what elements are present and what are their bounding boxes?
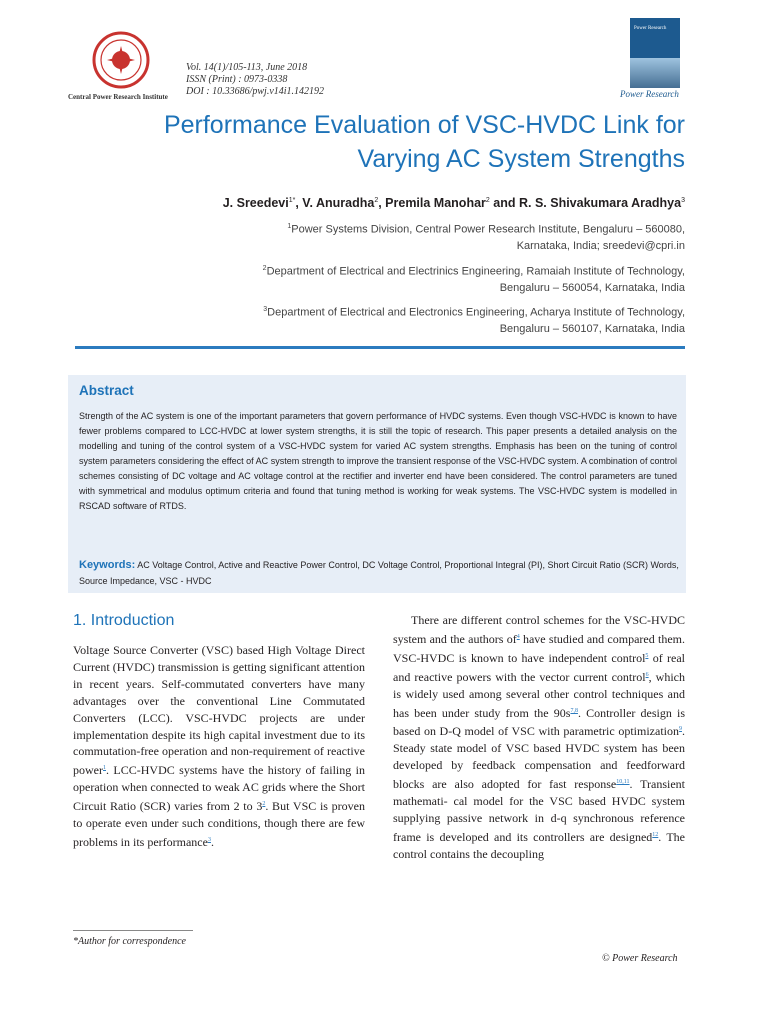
citation-link[interactable]: 3 xyxy=(207,836,211,843)
citation-link[interactable]: 6 xyxy=(645,671,649,678)
intro-text: There are different control schemes for the VSC-HVDC system and the authors of xyxy=(393,613,685,646)
intro-text: . xyxy=(210,834,214,849)
intro-text: . Controller design is based on D-Q model of VSC with parametric optimization xyxy=(393,705,685,739)
affiliation-1 xyxy=(180,219,685,254)
intro-text: Voltage Source Converter (VSC) based High Voltage Direct Current (HVDC) transmission is getting significant attention in recent years. Self-commutated converters have many advantages over the conventional Line Commutated Converters (LCC). VSC-HVDC projects are under implementation despite its high capital investment due to its commutation-free operation and non-requirement of reactive power xyxy=(73,643,365,778)
citation-link[interactable]: 1 xyxy=(103,765,106,772)
author-4-sup: 3 xyxy=(681,196,685,204)
intro-text: . Steady state model of VSC based HVDC system has been developed by feedback compensation and feedforward blocks are also adopted for fast response xyxy=(393,724,685,792)
author-1: J. Sreedevi xyxy=(222,196,289,210)
affiliation-2-line-2: Bengaluru – 560054, Karnataka, India xyxy=(499,281,685,294)
author-1-sup: 1* xyxy=(288,196,296,204)
abstract-text: Strength of the AC system is one of the important parameters that govern performance of HVDC systems. Even though VSC-HVDC is known to have fewer problems compared to LCC-HVDC at lower system strengths, it is still the topic of research. This paper presents a detailed analysis on the modelling and tuning of the control system of a VSC-HVDC system for varied AC system strengths. Emphasis has been on the tuning of control system parameters considering the effect of AC system strength to improve the transient response of the VSC-HVDC system. A combination of control schemes consisting of DC voltage and AC voltage control at the rectifier and inverter end have been considered. The control parameters are tuned with symmetrical and modulus optimum criteria and found that tuning method is working for weak systems. The VSC-HVDC system is modelled in RSCAD software of RTDS. xyxy=(79,411,677,511)
footnote-divider xyxy=(73,930,193,931)
journal-meta xyxy=(186,62,324,98)
author-2-sup: 2 xyxy=(374,196,379,204)
intro-text: . Transient mathemati- cal model for the VSC based HVDC system supplying passive network in d-q synchronous reference frame is developed and its controllers are designed xyxy=(393,777,685,844)
institute-name: Central Power Research Institute xyxy=(68,93,168,101)
author-3: , Premila Manohar xyxy=(378,196,486,210)
volume-line: Vol. 14(1)/105-113, June 2018 xyxy=(186,62,308,73)
keywords xyxy=(79,557,679,589)
keywords-list: AC Voltage Control, Active and Reactive Power Control, DC Voltage Control, Proportional Integral (PI), Short Circuit Ratio (SCR) Words, Source Impedance, VSC - HVDC xyxy=(79,560,679,586)
footnote: *Author for correspondence xyxy=(73,936,186,947)
affiliation-2-line-1: Department of Electrical and Electrinics Engineering, Ramaiah Institute of Technology, xyxy=(266,265,685,278)
author-list xyxy=(160,196,685,210)
cover-image xyxy=(630,58,680,88)
affiliation-2 xyxy=(180,261,685,296)
intro-text: . But VSC is proven to operate even under such conditions, though there are few problems in its performance xyxy=(73,799,366,849)
copyright: © Power Research xyxy=(602,953,678,964)
citation-link[interactable]: 4 xyxy=(516,633,520,640)
intro-text: of real and reactive powers with the vector current control xyxy=(393,650,685,684)
intro-column-2 xyxy=(393,612,685,863)
author-3-sup: 2 xyxy=(485,196,490,204)
journal-cover xyxy=(630,18,680,88)
intro-text: . The control contains the decoupling xyxy=(393,829,685,861)
citation-link[interactable]: 2 xyxy=(262,801,266,808)
citation-link[interactable]: 9 xyxy=(679,726,682,733)
intro-column-1 xyxy=(73,642,365,851)
intro-text: , which is widely used among several other control techniques and has been under study from the 90s xyxy=(393,669,685,720)
title-line-2: Varying AC System Strengths xyxy=(357,145,685,173)
journal-label: Power Research xyxy=(620,89,679,99)
affiliation-3 xyxy=(180,302,685,337)
intro-text: have studied and compared them. VSC-HVDC is known to have independent control xyxy=(393,631,685,665)
affiliation-1-line-1: Power Systems Division, Central Power Research Institute, Bengaluru – 560080, xyxy=(291,223,685,236)
citation-link[interactable]: 12 xyxy=(652,831,659,838)
title-line-1: Performance Evaluation of VSC-HVDC Link for xyxy=(163,111,685,139)
issn-line: ISSN (Print) : 0973-0338 xyxy=(186,74,288,85)
citation-link[interactable]: 7,8 xyxy=(570,707,578,714)
citation-link[interactable]: 10,11 xyxy=(616,779,630,786)
section-heading-introduction: 1. Introduction xyxy=(73,612,175,629)
header-divider xyxy=(75,346,685,349)
keywords-label: Keywords: xyxy=(79,559,136,571)
citation-link[interactable]: 5 xyxy=(645,652,649,659)
paper-title xyxy=(140,108,685,176)
affiliation-3-line-1: Department of Electrical and Electronics Engineering, Acharya Institute of Technology, xyxy=(267,306,685,319)
cover-title: Power Research xyxy=(634,26,667,31)
doi-line: DOI : 10.33686/pwj.v14i1.142192 xyxy=(186,86,325,97)
abstract-heading: Abstract xyxy=(79,383,134,398)
affiliation-1-line-2: Karnataka, India; sreedevi@cpri.in xyxy=(516,239,685,252)
affiliation-3-line-2: Bengaluru – 560107, Karnataka, India xyxy=(499,322,685,335)
author-2: , V. Anuradha xyxy=(295,196,375,210)
author-4: and R. S. Shivakumara Aradhya xyxy=(489,196,682,210)
intro-text: . LCC-HVDC systems have the history of failing in operation when connected to weak AC grids where the Short Circuit Ratio (SCR) varies from 2 to 3 xyxy=(73,763,365,814)
cpri-logo xyxy=(88,30,154,92)
affiliation-2-sup: 2 xyxy=(262,265,267,272)
affiliation-3-sup: 3 xyxy=(263,306,268,313)
affiliation-1-sup: 1 xyxy=(287,223,292,230)
